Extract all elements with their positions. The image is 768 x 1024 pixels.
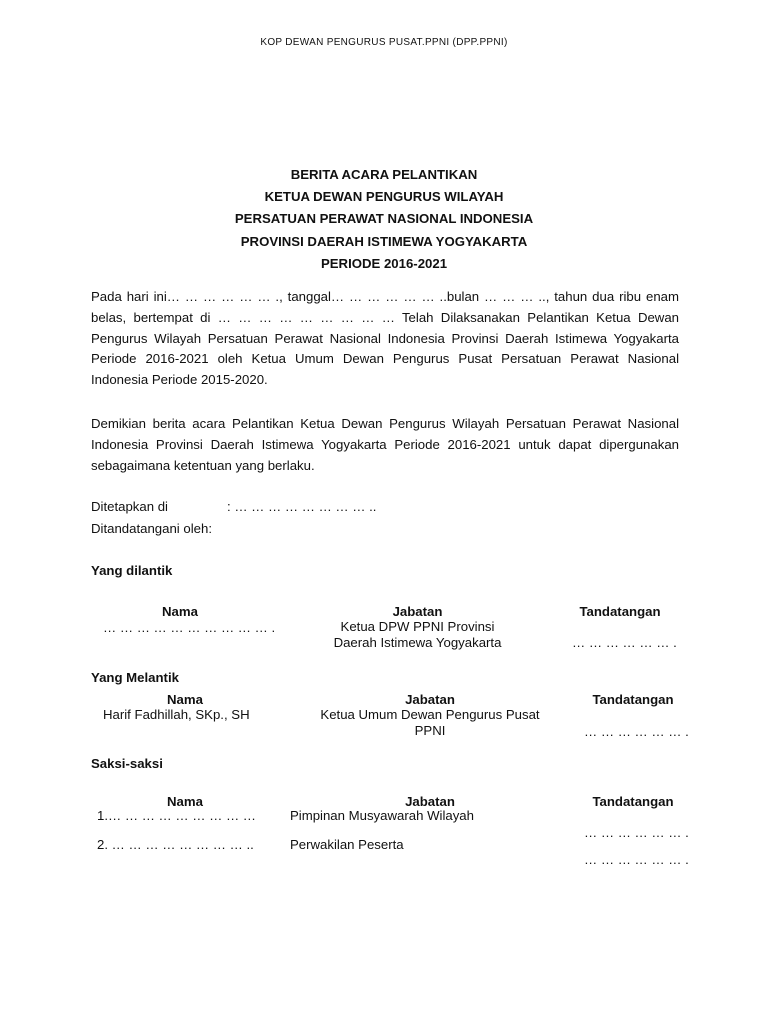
saksi-1-nama: 1.… … … … … … … … …: [97, 808, 256, 823]
title-line: PROVINSI DAERAH ISTIMEWA YOGYAKARTA: [240, 233, 528, 249]
header-nama: Nama: [167, 794, 203, 809]
section-heading-melantik: Yang Melantik: [91, 670, 179, 685]
paragraph-opening: Pada hari ini… … … … … … ., tanggal… … … … … … ..bulan … … … .., tahun dua ribu enam belas, bertempat di … … … … … … … … … Telah Dilaksanakan Pelantikan Ketua Dewan Pengurus Wilayah Persatuan Perawat Nasional Indonesia Provinsi Daerah Istimewa Yogyakarta Periode 2016-2021 oleh Ketua Umum Dewan Pengurus Pusat Persatuan Perawat Nasional Indonesia Periode 2015-2020.: [91, 289, 679, 388]
header-tandatangan: Tandatangan: [592, 692, 674, 707]
jabatan-line: Ketua Umum Dewan Pengurus Pusat: [320, 707, 540, 722]
ditetapkan-value: : … … … … … … … … ..: [227, 499, 377, 514]
saksi-2-nama: 2. … … … … … … … … ..: [97, 837, 254, 852]
ditandatangani-value: :: [208, 521, 212, 536]
header-jabatan: Jabatan: [392, 604, 443, 619]
header-tandatangan: Tandatangan: [579, 604, 661, 619]
ditetapkan-label: Ditetapkan di: [91, 499, 168, 514]
dilantik-tandatangan: … … … … … … .: [572, 635, 677, 650]
paragraph-closing: Demikian berita acara Pelantikan Ketua Dewan Pengurus Wilayah Persatuan Perawat Nasional Indonesia Provinsi Daerah Istimewa Yogyakarta Periode 2016-2021 untuk dapat dipergunakan sebagaimana ketentuan yang berlaku.: [91, 416, 679, 473]
title-line: KETUA DEWAN PENGURUS WILAYAH: [264, 189, 504, 205]
header-tandatangan: Tandatangan: [592, 794, 674, 809]
title-line: BERITA ACARA PELANTIKAN: [290, 167, 478, 182]
saksi-2-jabatan: Perwakilan Peserta: [290, 837, 404, 852]
dilantik-nama: … … … … … … … … … … .: [103, 620, 276, 635]
header-jabatan: Jabatan: [405, 794, 455, 809]
dilantik-jabatan: [300, 619, 535, 651]
letterhead: KOP DEWAN PENGURUS PUSAT.PPNI (DPP.PPNI): [260, 37, 508, 48]
header-nama: Nama: [162, 604, 198, 619]
saksi-2-tandatangan: … … … … … … .: [584, 852, 689, 867]
melantik-tandatangan: … … … … … … .: [584, 724, 689, 739]
jabatan-line: Daerah Istimewa Yogyakarta: [333, 635, 502, 650]
melantik-jabatan: [300, 707, 560, 739]
header-jabatan: Jabatan: [405, 692, 455, 707]
jabatan-line: PPNI: [414, 723, 446, 738]
saksi-1-jabatan: Pimpinan Musyawarah Wilayah: [290, 808, 474, 823]
section-heading-dilantik: Yang dilantik: [91, 563, 173, 578]
melantik-nama: Harif Fadhillah, SKp., SH: [103, 707, 250, 722]
jabatan-line: Ketua DPW PPNI Provinsi: [340, 619, 495, 634]
document-title: [0, 164, 768, 275]
title-line: PERSATUAN PERAWAT NASIONAL INDONESIA: [234, 211, 534, 227]
title-line: PERIODE 2016-2021: [320, 255, 448, 271]
ditandatangani-label: Ditandatangani oleh: [91, 521, 209, 536]
header-nama: Nama: [167, 692, 203, 707]
section-heading-saksi: Saksi-saksi: [91, 756, 163, 771]
saksi-1-tandatangan: … … … … … … .: [584, 825, 689, 840]
ditetapkan-field: [91, 499, 376, 514]
ditandatangani-field: [91, 521, 212, 536]
